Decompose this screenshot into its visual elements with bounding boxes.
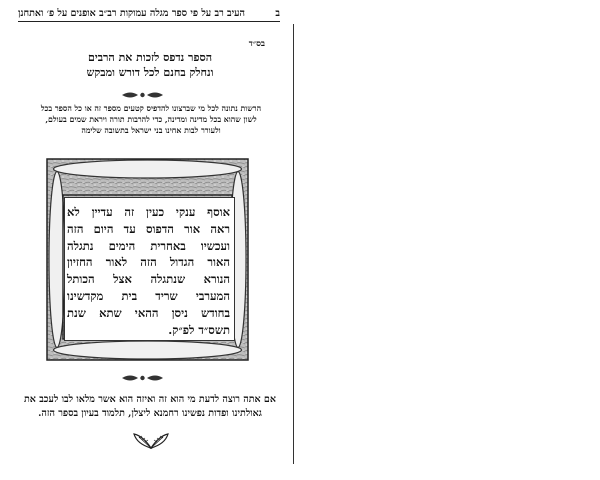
- permission-line-1: הרשות נתונה לכל מי שברצונו להדפיס קטעים מספר זה או כל הספר בכל: [40, 104, 262, 113]
- bottom-text: [16, 393, 284, 421]
- page-edge-line: [293, 24, 294, 464]
- box-line-7: בחודש ניסן ההאי שתא שנת: [67, 305, 230, 320]
- title-line-2: ונחלק בחנם לכל דורש ומבקש: [86, 66, 214, 79]
- page-letter: ב: [275, 7, 280, 19]
- permission-notice: [22, 103, 280, 136]
- box-line-1: אוסף ענקי כעין זה עדיין לא: [67, 205, 230, 219]
- ornament-divider-icon-2: [120, 373, 165, 383]
- box-line-3: ועכשיו באחרית הימים נתגלה: [67, 238, 230, 253]
- running-header: [18, 6, 280, 20]
- box-line-2: ראה אור הדפוס עד היום הזה: [67, 221, 230, 236]
- box-line-6: המערבי שריד בית מקדשינו: [67, 288, 230, 303]
- box-line-5: הנורא שנתגלה אצל הכותל: [67, 272, 230, 287]
- bottom-line-2: גאולתינו ופדות נפשינו רחמנא ליצלן, תלמוד בעיון בספר הזה.: [38, 408, 262, 419]
- running-title: העיב רב על פי ספר מגלה עמוקות רב״ב אופנים על פ׳ ואתחנן: [18, 7, 245, 19]
- title-line-1: הספר נדפס לזכות את הרבים: [87, 51, 213, 64]
- permission-line-2: לשון שהוא בכל מדינה ומדינה, כדי להרבות תורה ויראת שמים בעולם,: [45, 115, 257, 124]
- leaf-ornament-icon: [131, 430, 171, 450]
- title-block: [30, 50, 270, 80]
- box-line-4: האור הגדול הזה לאור החזיון: [67, 255, 230, 270]
- bsd-mark: בס״ד: [248, 39, 265, 49]
- header-rule: [18, 21, 280, 22]
- bottom-line-1: אם אתה רוצה לדעת מי הוא זה ואיזה הוא אשר מלאו לבו לעכב את: [24, 394, 276, 405]
- permission-line-3: ולעורר לבות אחינו בני ישראל בתשובה שלימה: [81, 126, 221, 135]
- box-line-8: תשס״ד לפ״ק.: [168, 322, 230, 337]
- ornament-divider-icon: [120, 90, 165, 100]
- box-text: [67, 204, 230, 338]
